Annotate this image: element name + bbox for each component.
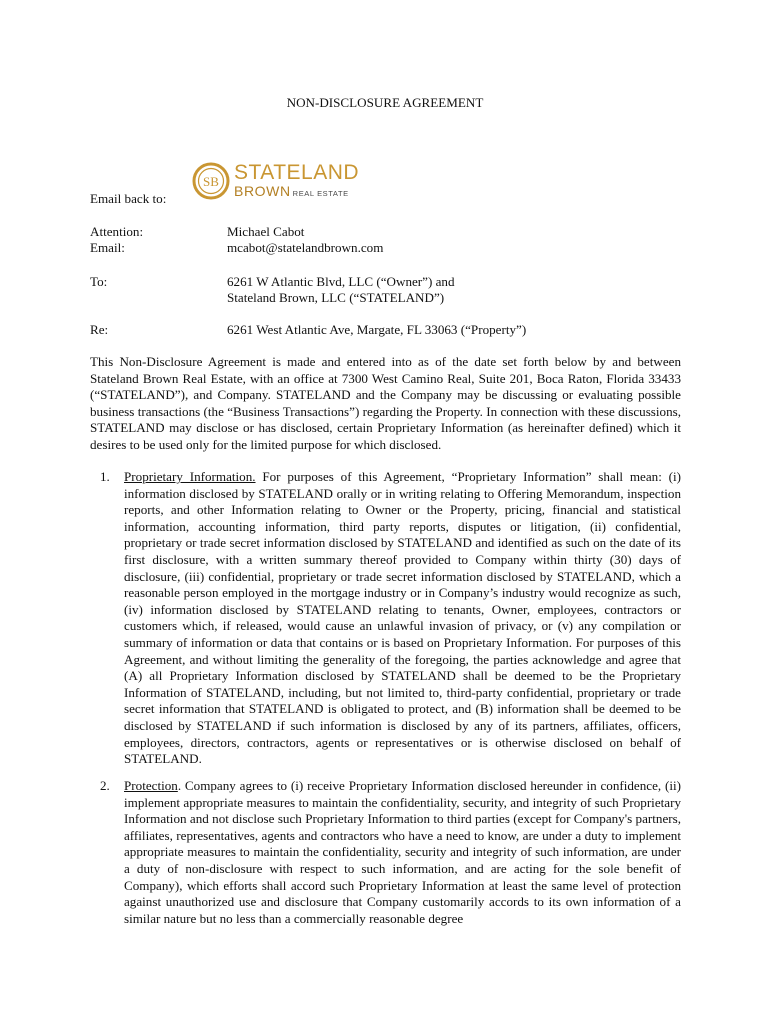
logo-line2-wrap — [234, 184, 349, 201]
email-value: mcabot@statelandbrown.com — [227, 240, 384, 255]
section-1-text: For purposes of this Agreement, “Proprietary Information” shall mean: (i) information disclosed by STATELAND orally or in writing relating to Offering Memorandum, inspection reports, and other Information relating to Owner or the Property, pricing, financial and statistical information, accounting information, third party reports, disputes or litigation, (ii) confidential, proprietary or trade secret information disclosed by STATELAND and identified as such on the date of its first disclosure, with a written summary thereof provided to Company within thirty (30) days of disclosure, (iii) confidential, proprietary or trade secret information disclosed by STATELAND, which a reasonable person employed in the mortgage industry or in Company’s industry would recognize as such, (iv) information disclosed by STATELAND relating to tenants, Owner, employees, contractors or customers which, if released, would cause an unlawful invasion of privacy, or (v) any compilation or summary of information or data that contains or is based on Proprietary Information. For purposes of this Agreement, and without limiting the generality of the foregoing, the parties acknowledge and agree that (A) all Proprietary Information disclosed by STATELAND shall be deemed to be the Proprietary Information of STATELAND, including, but not limited to, third-party confidential, proprietary or trade secret information that STATELAND is obligated to protect, and (B) information shall be deemed to be disclosed by STATELAND if such information is disclosed by any of its partners, affiliates, officers, employees, directors, contractors, agents or representatives or is otherwise disclosed on behalf of STATELAND. — [124, 469, 681, 767]
section-1-heading: Proprietary Information. — [124, 469, 256, 484]
re-label: Re: — [90, 322, 109, 337]
stateland-brown-logo — [192, 161, 360, 202]
email-label: Email: — [90, 240, 125, 255]
logo-line1: STATELAND — [234, 161, 360, 184]
section-1 — [90, 469, 681, 768]
re-value: 6261 West Atlantic Ave, Margate, FL 33063 (“Property”) — [227, 322, 527, 337]
logo-badge-icon — [192, 162, 230, 200]
section-2-heading: Protection — [124, 778, 178, 793]
section-2-text: . Company agrees to (i) receive Proprietary Information disclosed hereunder in confidence, (ii) implement appropriate measures to maintain the confidentiality, security, and integrity of such Proprietary Information and not disclose such Proprietary Information to third parties (except for Company's partners, affiliates, representatives, agents and contractors who have a need to know, are under a duty to implement appropriate measures to maintain the confidentiality, security and integrity of such information, are under a duty of non-disclosure with respect to such information, and are acting for the sole benefit of Company), which efforts shall accord such Proprietary Information at least the same level of protection against unauthorized use and disclosure that Company customarily accords to its own information of a similar nature but no less than a commercially reasonable degree — [124, 778, 681, 926]
to-value-line2: Stateland Brown, LLC (“STATELAND”) — [227, 290, 445, 305]
to-value-line1: 6261 W Atlantic Blvd, LLC (“Owner”) and — [227, 274, 455, 289]
section-2 — [90, 778, 681, 927]
intro-paragraph: This Non-Disclosure Agreement is made and entered into as of the date set forth below by and between Stateland Brown Real Estate, with an office at 7300 West Camino Real, Suite 201, Boca Raton, Florida 33433 (“STATELAND”), and Company. STATELAND and the Company may be discussing or evaluating possible business transactions (the “Business Transactions”) regarding the Property. In connection with these discussions, STATELAND may disclose or has disclosed, certain Proprietary Information (as hereinafter defined) which it desires to be used only for the limited purpose for which disclosed. — [90, 354, 681, 452]
logo-line2: BROWN — [234, 183, 291, 199]
logo-badge-text: SB — [203, 174, 219, 189]
attention-label: Attention: — [90, 224, 144, 239]
email-back-label: Email back to: — [90, 191, 167, 206]
section-1-number: 1. — [100, 469, 110, 484]
section-1-body — [124, 469, 681, 768]
section-2-body — [124, 778, 681, 927]
to-label: To: — [90, 274, 108, 289]
document-title: NON-DISCLOSURE AGREEMENT — [286, 95, 484, 110]
attention-value: Michael Cabot — [227, 224, 305, 239]
logo-line3: REAL ESTATE — [292, 189, 349, 198]
section-2-number: 2. — [100, 778, 110, 793]
